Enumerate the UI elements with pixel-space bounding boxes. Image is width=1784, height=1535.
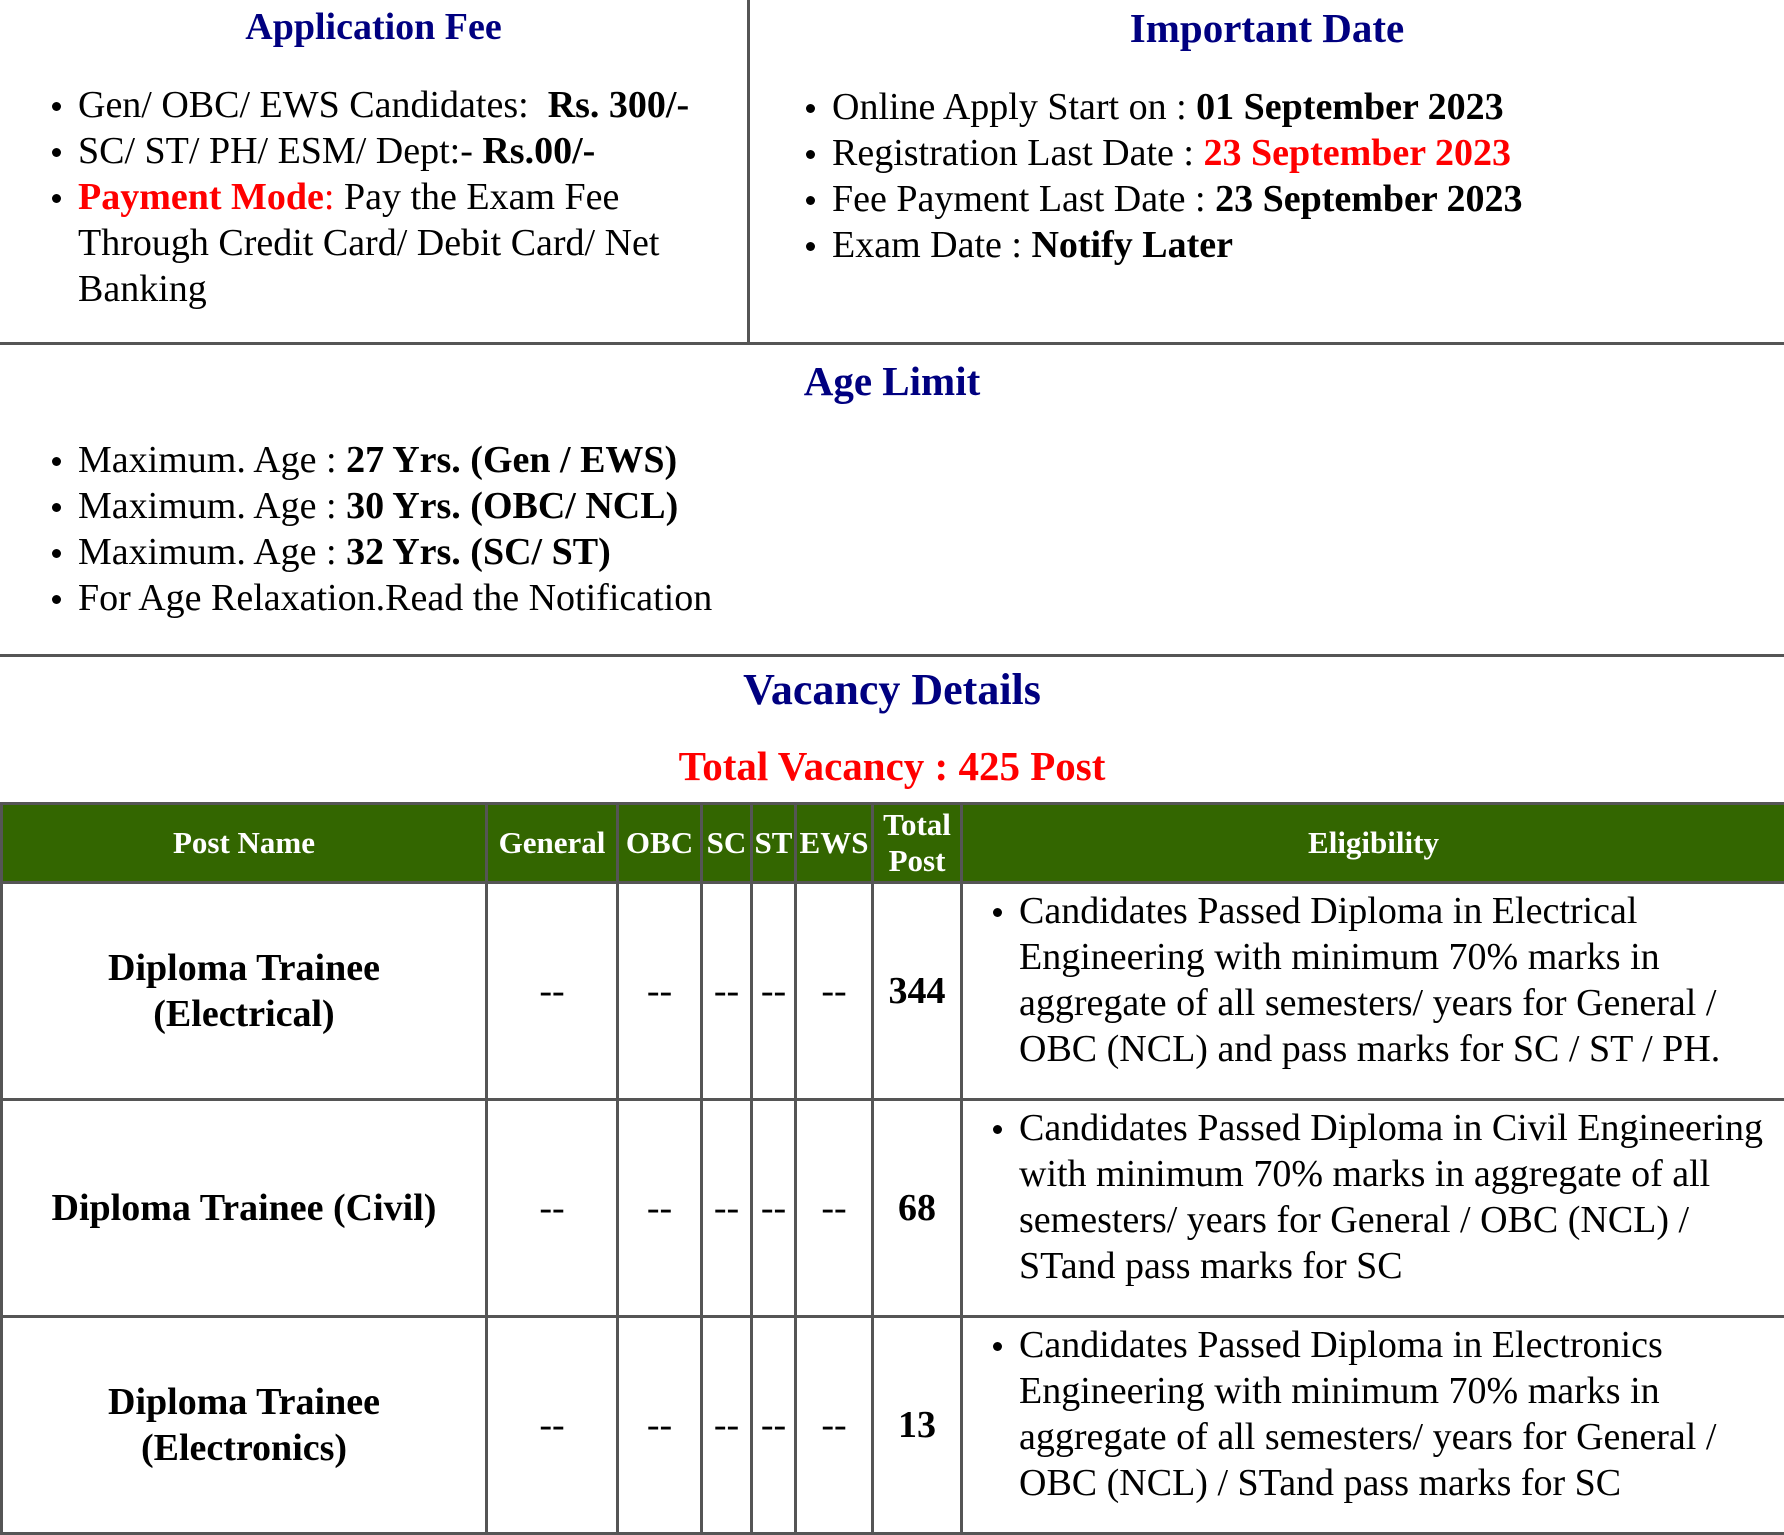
- fee-item-label: Gen/ OBC/ EWS Candidates:: [78, 84, 529, 126]
- eligibility-list: [963, 884, 1784, 1072]
- col-header-eligibility: Eligibility: [962, 804, 1784, 883]
- fee-item: [78, 82, 738, 128]
- important-date-panel: [750, 0, 1784, 342]
- date-item-value: 23 September 2023: [1203, 132, 1511, 174]
- date-item-label: Fee Payment Last Date :: [832, 178, 1206, 220]
- application-fee-panel: [0, 0, 750, 342]
- payment-mode-label: Payment Mode:: [78, 176, 334, 218]
- col-header-obc: OBC: [618, 804, 702, 883]
- eligibility-item: Candidates Passed Diploma in Electrical Engineering with minimum 70% marks in aggregate of all semesters/ years for General / OBC (NCL) and pass marks for SC / ST / PH.: [1019, 888, 1784, 1072]
- cell-ews: --: [796, 883, 873, 1100]
- cell-obc: --: [618, 1100, 702, 1317]
- age-item: [78, 529, 1784, 575]
- cell-st: --: [752, 1317, 796, 1534]
- date-item-label: Online Apply Start on :: [832, 86, 1187, 128]
- payment-mode-text: Pay the Exam Fee Through Credit Card/ Debit Card/ Net Banking: [78, 176, 660, 310]
- cell-general: --: [487, 883, 618, 1100]
- eligibility-item: Candidates Passed Diploma in Electronics Engineering with minimum 70% marks in aggregate of all semesters/ years for General / OBC (NCL) / STand pass marks for SC: [1019, 1322, 1784, 1506]
- fee-item-value: Rs.00/-: [482, 130, 595, 172]
- age-item-label: Maximum. Age :: [78, 485, 337, 527]
- fee-and-dates-section: [0, 0, 1784, 345]
- col-header-sc: SC: [702, 804, 752, 883]
- table-row: [2, 1100, 1784, 1317]
- age-item-value: 27 Yrs. (Gen / EWS): [346, 439, 677, 481]
- cell-general: --: [487, 1100, 618, 1317]
- date-item-value: Notify Later: [1031, 224, 1233, 266]
- age-limit-title: Age Limit: [0, 355, 1784, 407]
- eligibility-list: [963, 1101, 1784, 1289]
- col-header-ews: EWS: [796, 804, 873, 883]
- cell-ews: --: [796, 1317, 873, 1534]
- age-item: [78, 437, 1784, 483]
- date-item-label: Exam Date :: [832, 224, 1022, 266]
- cell-sc: --: [702, 883, 752, 1100]
- age-note-text: For Age Relaxation.Read the Notification: [78, 577, 712, 619]
- age-item: [78, 483, 1784, 529]
- important-date-title: Important Date: [750, 2, 1784, 54]
- cell-ews: --: [796, 1100, 873, 1317]
- application-fee-list: [78, 82, 738, 312]
- cell-eligibility: [962, 883, 1784, 1100]
- cell-sc: --: [702, 1317, 752, 1534]
- cell-general: --: [487, 1317, 618, 1534]
- cell-eligibility: [962, 1317, 1784, 1534]
- cell-obc: --: [618, 1317, 702, 1534]
- date-item-value: 23 September 2023: [1215, 178, 1523, 220]
- col-header-total-post: [873, 804, 962, 883]
- vacancy-table: [0, 802, 1784, 1535]
- age-item-value: 30 Yrs. (OBC/ NCL): [346, 485, 678, 527]
- age-item-value: 32 Yrs. (SC/ ST): [346, 531, 611, 573]
- payment-mode-item: [78, 174, 738, 312]
- age-item-label: Maximum. Age :: [78, 531, 337, 573]
- table-row: [2, 1317, 1784, 1534]
- application-fee-title: Application Fee: [0, 2, 747, 52]
- cell-post-name: Diploma Trainee (Electrical): [2, 883, 487, 1100]
- cell-st: --: [752, 883, 796, 1100]
- date-item: [832, 222, 1784, 268]
- table-row: [2, 883, 1784, 1100]
- date-item: [832, 84, 1784, 130]
- col-header-st: ST: [752, 804, 796, 883]
- col-header-post-name: Post Name: [2, 804, 487, 883]
- col-header-general: General: [487, 804, 618, 883]
- cell-sc: --: [702, 1100, 752, 1317]
- cell-total-post: 344: [873, 883, 962, 1100]
- table-header-row: [2, 804, 1784, 883]
- col-header-total-line2: Post: [889, 843, 946, 878]
- cell-total-post: 68: [873, 1100, 962, 1317]
- age-limit-section: [0, 345, 1784, 657]
- payment-mode-label-text: Payment Mode: [78, 176, 324, 218]
- cell-obc: --: [618, 883, 702, 1100]
- cell-post-name: Diploma Trainee (Civil): [2, 1100, 487, 1317]
- age-limit-list: [78, 437, 1784, 621]
- cell-st: --: [752, 1100, 796, 1317]
- important-date-list: [832, 84, 1784, 268]
- date-item: [832, 130, 1784, 176]
- date-item-value: 01 September 2023: [1196, 86, 1504, 128]
- col-header-total-line1: Total: [883, 807, 951, 842]
- age-item-label: Maximum. Age :: [78, 439, 337, 481]
- date-item: [832, 176, 1784, 222]
- cell-post-name: Diploma Trainee (Electronics): [2, 1317, 487, 1534]
- eligibility-item: Candidates Passed Diploma in Civil Engineering with minimum 70% marks in aggregate of all semesters/ years for General / OBC (NCL) / STand pass marks for SC: [1019, 1105, 1784, 1289]
- fee-item: [78, 128, 738, 174]
- vacancy-title: Vacancy Details: [0, 657, 1784, 718]
- eligibility-list: [963, 1318, 1784, 1506]
- date-item-label: Registration Last Date :: [832, 132, 1194, 174]
- fee-item-value: Rs. 300/-: [548, 84, 689, 126]
- cell-total-post: 13: [873, 1317, 962, 1534]
- age-note: [78, 575, 1784, 621]
- total-vacancy: Total Vacancy : 425 Post: [0, 738, 1784, 794]
- fee-item-label: SC/ ST/ PH/ ESM/ Dept:-: [78, 130, 473, 172]
- cell-eligibility: [962, 1100, 1784, 1317]
